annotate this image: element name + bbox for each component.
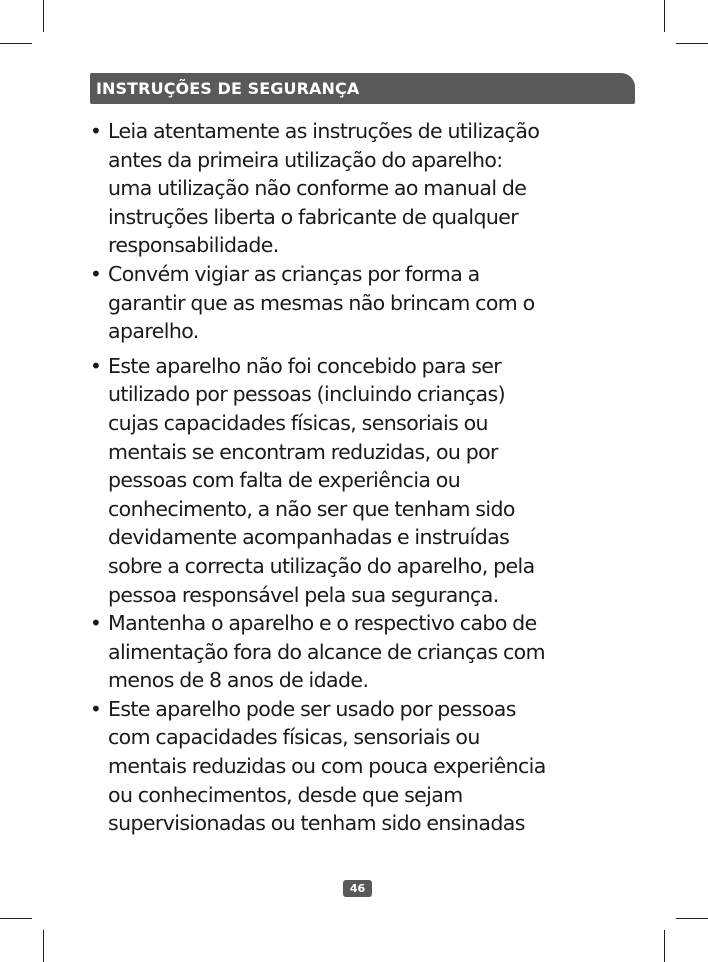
text-line: supervisionadas ou tenham sido ensinadas [108, 811, 525, 836]
text-line: Este aparelho não foi concebido para ser [108, 353, 502, 378]
list-item [88, 117, 628, 260]
text-line: menos de 8 anos de idade. [108, 668, 369, 693]
crop-mark-bottom-left-vertical [43, 930, 44, 962]
crop-mark-bottom-right-vertical [664, 930, 665, 962]
text-line: pessoa responsável pela sua segurança. [108, 582, 499, 607]
text-line: devidamente acompanhadas e instruídas [108, 525, 510, 550]
text-line: pessoas com falta de experiência ou [108, 468, 461, 493]
text-line: Mantenha o aparelho e o respectivo cabo de [108, 611, 537, 636]
crop-mark-top-left-horizontal [0, 43, 32, 44]
crop-mark-bottom-left-horizontal [0, 918, 32, 919]
list-item-text [108, 117, 628, 260]
text-line: Leia atentamente as instruções de utilização [108, 119, 540, 143]
section-title: INSTRUÇÕES DE SEGURANÇA [96, 79, 360, 98]
text-line: com capacidades físicas, sensoriais ou [108, 725, 480, 750]
text-line: responsabilidade. [108, 233, 279, 258]
list-item [88, 260, 628, 346]
bullet-icon: • [90, 261, 102, 286]
text-line: Este aparelho pode ser usado por pessoas [108, 696, 516, 721]
section-header [90, 73, 635, 104]
text-line: instruções liberta o fabricante de qualquer [108, 204, 519, 229]
bullet-icon: • [90, 119, 102, 143]
text-line: conhecimento, a não ser que tenham sido [108, 496, 515, 521]
text-line: utilizado por pessoas (incluindo crianças) [108, 382, 505, 407]
text-line: mentais reduzidas ou com pouca experiência [108, 754, 546, 779]
text-line: aparelho. [108, 319, 199, 344]
page-number-badge: 46 [343, 880, 372, 897]
crop-mark-top-right-horizontal [676, 43, 708, 44]
list-item [88, 695, 628, 838]
list-item-text [108, 260, 628, 346]
text-line: mentais se encontram reduzidas, ou por [108, 439, 498, 464]
bullet-icon: • [90, 611, 102, 636]
text-line: cujas capacidades físicas, sensoriais ou [108, 410, 488, 435]
list-item [88, 609, 628, 695]
text-line: antes da primeira utilização do aparelho: [108, 147, 503, 172]
text-line: garantir que as mesmas não brincam com o [108, 290, 535, 315]
crop-mark-top-left-vertical [43, 0, 44, 32]
crop-mark-bottom-right-horizontal [676, 918, 708, 919]
list-item-text [108, 609, 628, 695]
bullet-icon: • [90, 696, 102, 721]
text-line: sobre a correcta utilização do aparelho, pela [108, 553, 535, 578]
text-line: Convém vigiar as crianças por forma a [108, 261, 480, 286]
crop-mark-top-right-vertical [664, 0, 665, 32]
bullet-icon: • [90, 353, 102, 378]
list-item-text [108, 352, 628, 609]
text-line: alimentação fora do alcance de crianças com [108, 639, 545, 664]
safety-instructions-list [88, 117, 628, 838]
list-item [88, 352, 628, 609]
text-line: uma utilização não conforme ao manual de [108, 176, 527, 201]
text-line: ou conhecimentos, desde que sejam [108, 782, 463, 807]
list-item-text [108, 695, 628, 838]
